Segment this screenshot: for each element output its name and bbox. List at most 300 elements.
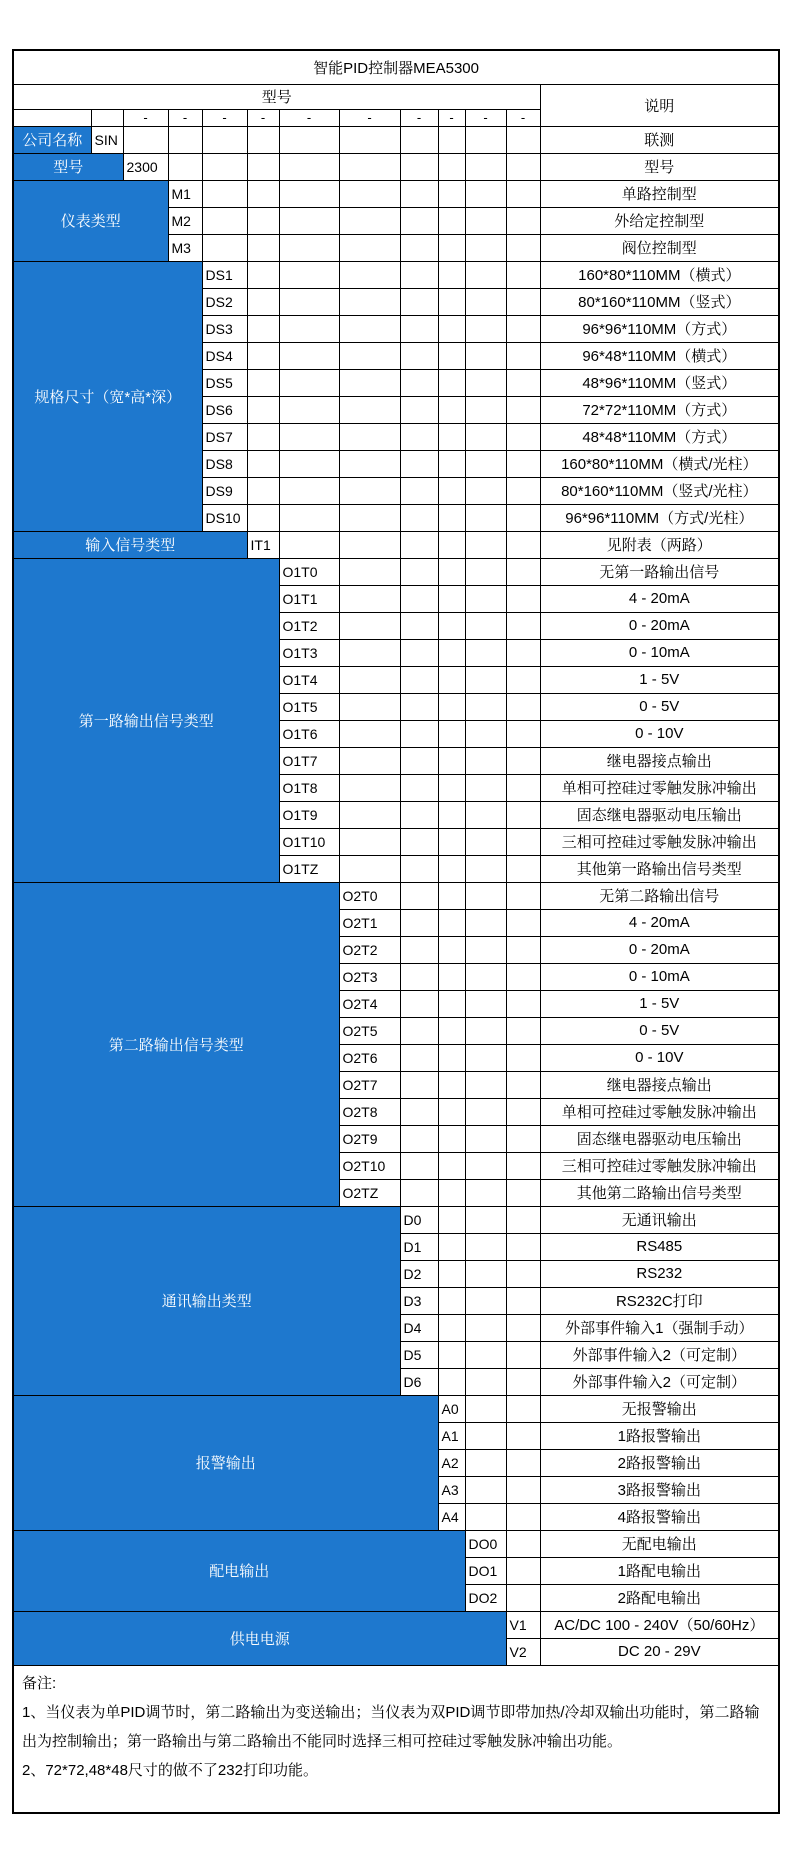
- option-description-cell: 96*96*110MM（方式）: [540, 315, 779, 342]
- empty-grid-cell: [465, 558, 506, 585]
- option-code-cell: O1T4: [279, 666, 339, 693]
- empty-grid-cell: [465, 396, 506, 423]
- notes-cell: [13, 1665, 779, 1813]
- option-code-cell: O2T5: [339, 1017, 400, 1044]
- empty-grid-cell: [202, 234, 247, 261]
- option-code-cell: O1T2: [279, 612, 339, 639]
- option-code-cell: D5: [400, 1341, 438, 1368]
- empty-grid-cell: [438, 936, 465, 963]
- empty-grid-cell: [438, 1206, 465, 1233]
- empty-grid-cell: [339, 207, 400, 234]
- empty-grid-cell: [465, 1233, 506, 1260]
- section-label: 供电电源: [13, 1611, 506, 1665]
- empty-grid-cell: [400, 423, 438, 450]
- empty-grid-cell: [438, 234, 465, 261]
- option-code-cell: DS3: [202, 315, 247, 342]
- option-description-cell: 160*80*110MM（横式/光柱）: [540, 450, 779, 477]
- empty-grid-cell: [506, 1044, 540, 1071]
- option-code-cell: IT1: [247, 531, 279, 558]
- empty-grid-cell: [400, 558, 438, 585]
- dash-cell: -: [438, 109, 465, 126]
- page-title: 智能PID控制器MEA5300: [13, 50, 779, 84]
- empty-grid-cell: [438, 315, 465, 342]
- empty-grid-cell: [465, 1368, 506, 1395]
- empty-grid-cell: [465, 369, 506, 396]
- empty-grid-cell: [247, 180, 279, 207]
- empty-grid-cell: [339, 450, 400, 477]
- option-code-cell: O1T3: [279, 639, 339, 666]
- option-description-cell: 4 - 20mA: [540, 585, 779, 612]
- empty-grid-cell: [465, 747, 506, 774]
- empty-grid-cell: [339, 828, 400, 855]
- dash-cell: -: [465, 109, 506, 126]
- empty-grid-cell: [506, 396, 540, 423]
- option-code-cell: O1TZ: [279, 855, 339, 882]
- empty-grid-cell: [339, 612, 400, 639]
- empty-grid-cell: [506, 1260, 540, 1287]
- option-code-cell: O1T5: [279, 693, 339, 720]
- empty-grid-cell: [339, 369, 400, 396]
- empty-grid-cell: [506, 1287, 540, 1314]
- empty-grid-cell: [438, 1368, 465, 1395]
- empty-grid-cell: [438, 990, 465, 1017]
- option-code-cell: SIN: [91, 126, 123, 153]
- option-description-cell: RS232: [540, 1260, 779, 1287]
- table-row: [13, 1611, 779, 1638]
- empty-grid-cell: [400, 936, 438, 963]
- option-description-cell: 固态继电器驱动电压输出: [540, 801, 779, 828]
- empty-grid-cell: [465, 450, 506, 477]
- empty-grid-cell: [506, 1341, 540, 1368]
- empty-grid-cell: [339, 477, 400, 504]
- empty-grid-cell: [247, 396, 279, 423]
- empty-grid-cell: [506, 180, 540, 207]
- option-code-cell: O1T6: [279, 720, 339, 747]
- empty-grid-cell: [506, 558, 540, 585]
- section-label: 第二路输出信号类型: [13, 882, 339, 1206]
- table-row: [13, 1395, 779, 1422]
- option-code-cell: O2T2: [339, 936, 400, 963]
- empty-grid-cell: [400, 1125, 438, 1152]
- empty-grid-cell: [438, 1044, 465, 1071]
- empty-grid-cell: [339, 747, 400, 774]
- option-code-cell: DS1: [202, 261, 247, 288]
- option-code-cell: DO0: [465, 1530, 506, 1557]
- option-code-cell: D6: [400, 1368, 438, 1395]
- empty-grid-cell: [400, 882, 438, 909]
- option-description-cell: 见附表（两路）: [540, 531, 779, 558]
- empty-grid-cell: [247, 315, 279, 342]
- dash-empty-cell: [91, 109, 123, 126]
- option-code-cell: O2T10: [339, 1152, 400, 1179]
- empty-grid-cell: [400, 450, 438, 477]
- empty-grid-cell: [202, 126, 247, 153]
- empty-grid-cell: [400, 639, 438, 666]
- empty-grid-cell: [279, 261, 339, 288]
- option-code-cell: D1: [400, 1233, 438, 1260]
- empty-grid-cell: [339, 855, 400, 882]
- empty-grid-cell: [279, 450, 339, 477]
- empty-grid-cell: [339, 126, 400, 153]
- option-code-cell: DS6: [202, 396, 247, 423]
- empty-grid-cell: [400, 477, 438, 504]
- empty-grid-cell: [465, 666, 506, 693]
- option-code-cell: O1T10: [279, 828, 339, 855]
- empty-grid-cell: [438, 423, 465, 450]
- option-code-cell: DS4: [202, 342, 247, 369]
- empty-grid-cell: [465, 990, 506, 1017]
- empty-grid-cell: [506, 288, 540, 315]
- table-row: [13, 50, 779, 84]
- empty-grid-cell: [465, 126, 506, 153]
- empty-grid-cell: [438, 1179, 465, 1206]
- empty-grid-cell: [506, 207, 540, 234]
- option-description-cell: 48*96*110MM（竖式）: [540, 369, 779, 396]
- empty-grid-cell: [247, 369, 279, 396]
- empty-grid-cell: [438, 882, 465, 909]
- option-description-cell: 1路配电输出: [540, 1557, 779, 1584]
- option-description-cell: 1 - 5V: [540, 990, 779, 1017]
- empty-grid-cell: [506, 531, 540, 558]
- option-code-cell: O1T1: [279, 585, 339, 612]
- empty-grid-cell: [339, 315, 400, 342]
- empty-grid-cell: [506, 342, 540, 369]
- empty-grid-cell: [438, 585, 465, 612]
- option-code-cell: V1: [506, 1611, 540, 1638]
- empty-grid-cell: [465, 1449, 506, 1476]
- empty-grid-cell: [506, 234, 540, 261]
- empty-grid-cell: [465, 1017, 506, 1044]
- empty-grid-cell: [465, 1125, 506, 1152]
- empty-grid-cell: [465, 1044, 506, 1071]
- empty-grid-cell: [339, 288, 400, 315]
- section-label: 通讯输出类型: [13, 1206, 400, 1395]
- empty-grid-cell: [465, 1314, 506, 1341]
- empty-grid-cell: [465, 909, 506, 936]
- option-description-cell: 继电器接点输出: [540, 747, 779, 774]
- option-description-cell: 0 - 10mA: [540, 639, 779, 666]
- option-code-cell: A3: [438, 1476, 465, 1503]
- empty-grid-cell: [506, 1233, 540, 1260]
- empty-grid-cell: [400, 693, 438, 720]
- empty-grid-cell: [465, 855, 506, 882]
- empty-grid-cell: [400, 1098, 438, 1125]
- empty-grid-cell: [400, 666, 438, 693]
- empty-grid-cell: [465, 585, 506, 612]
- empty-grid-cell: [339, 180, 400, 207]
- empty-grid-cell: [506, 450, 540, 477]
- option-description-cell: 0 - 20mA: [540, 936, 779, 963]
- dash-cell: -: [400, 109, 438, 126]
- option-description-cell: 其他第二路输出信号类型: [540, 1179, 779, 1206]
- empty-grid-cell: [438, 180, 465, 207]
- option-code-cell: O1T7: [279, 747, 339, 774]
- empty-grid-cell: [202, 207, 247, 234]
- empty-grid-cell: [400, 261, 438, 288]
- dash-empty-cell: [13, 109, 91, 126]
- empty-grid-cell: [279, 126, 339, 153]
- empty-grid-cell: [438, 1125, 465, 1152]
- dash-cell: -: [202, 109, 247, 126]
- empty-grid-cell: [168, 153, 202, 180]
- section-label: 仪表类型: [13, 180, 168, 261]
- empty-grid-cell: [465, 963, 506, 990]
- empty-grid-cell: [339, 558, 400, 585]
- empty-grid-cell: [400, 126, 438, 153]
- option-code-cell: A4: [438, 1503, 465, 1530]
- table-row: [13, 1206, 779, 1233]
- option-description-cell: 3路报警输出: [540, 1476, 779, 1503]
- empty-grid-cell: [279, 315, 339, 342]
- section-label: 输入信号类型: [13, 531, 247, 558]
- empty-grid-cell: [279, 342, 339, 369]
- empty-grid-cell: [506, 693, 540, 720]
- empty-grid-cell: [438, 1071, 465, 1098]
- empty-grid-cell: [339, 423, 400, 450]
- empty-grid-cell: [506, 1314, 540, 1341]
- empty-grid-cell: [465, 261, 506, 288]
- empty-grid-cell: [202, 153, 247, 180]
- option-code-cell: O2T6: [339, 1044, 400, 1071]
- table-row: [13, 1530, 779, 1557]
- empty-grid-cell: [339, 585, 400, 612]
- option-code-cell: O2TZ: [339, 1179, 400, 1206]
- option-description-cell: 继电器接点输出: [540, 1071, 779, 1098]
- empty-grid-cell: [279, 369, 339, 396]
- empty-grid-cell: [400, 396, 438, 423]
- empty-grid-cell: [279, 504, 339, 531]
- table-row: [13, 84, 779, 109]
- option-description-cell: 2路配电输出: [540, 1584, 779, 1611]
- empty-grid-cell: [506, 639, 540, 666]
- empty-grid-cell: [465, 612, 506, 639]
- option-description-cell: 其他第一路输出信号类型: [540, 855, 779, 882]
- table-row: [13, 126, 779, 153]
- empty-grid-cell: [465, 1395, 506, 1422]
- section-label: 报警输出: [13, 1395, 438, 1530]
- empty-grid-cell: [506, 909, 540, 936]
- empty-grid-cell: [438, 288, 465, 315]
- empty-grid-cell: [438, 666, 465, 693]
- option-description-cell: 1路报警输出: [540, 1422, 779, 1449]
- table-row: [13, 180, 779, 207]
- empty-grid-cell: [465, 639, 506, 666]
- empty-grid-cell: [339, 504, 400, 531]
- empty-grid-cell: [506, 1017, 540, 1044]
- empty-grid-cell: [506, 666, 540, 693]
- empty-grid-cell: [279, 153, 339, 180]
- empty-grid-cell: [465, 774, 506, 801]
- empty-grid-cell: [506, 963, 540, 990]
- empty-grid-cell: [438, 693, 465, 720]
- empty-grid-cell: [123, 126, 168, 153]
- empty-grid-cell: [339, 531, 400, 558]
- note-line: 2、72*72,48*48尺寸的做不了232打印功能。: [22, 1761, 318, 1779]
- empty-grid-cell: [400, 990, 438, 1017]
- option-description-cell: 外部事件输入2（可定制）: [540, 1341, 779, 1368]
- option-description-cell: 80*160*110MM（竖式）: [540, 288, 779, 315]
- option-description-cell: 固态继电器驱动电压输出: [540, 1125, 779, 1152]
- empty-grid-cell: [465, 1341, 506, 1368]
- empty-grid-cell: [506, 1071, 540, 1098]
- empty-grid-cell: [339, 639, 400, 666]
- empty-grid-cell: [339, 720, 400, 747]
- section-label: 配电输出: [13, 1530, 465, 1611]
- empty-grid-cell: [339, 396, 400, 423]
- empty-grid-cell: [465, 936, 506, 963]
- table-row: [13, 261, 779, 288]
- empty-grid-cell: [438, 747, 465, 774]
- option-code-cell: D3: [400, 1287, 438, 1314]
- option-code-cell: DS2: [202, 288, 247, 315]
- option-description-cell: 外部事件输入1（强制手动）: [540, 1314, 779, 1341]
- empty-grid-cell: [506, 369, 540, 396]
- empty-grid-cell: [279, 531, 339, 558]
- empty-grid-cell: [465, 315, 506, 342]
- empty-grid-cell: [339, 261, 400, 288]
- section-label: 公司名称: [13, 126, 91, 153]
- option-code-cell: DS10: [202, 504, 247, 531]
- empty-grid-cell: [506, 1395, 540, 1422]
- option-code-cell: DS5: [202, 369, 247, 396]
- empty-grid-cell: [400, 774, 438, 801]
- option-code-cell: M3: [168, 234, 202, 261]
- empty-grid-cell: [506, 936, 540, 963]
- option-code-cell: O1T0: [279, 558, 339, 585]
- dash-cell: -: [339, 109, 400, 126]
- empty-grid-cell: [465, 234, 506, 261]
- option-code-cell: A2: [438, 1449, 465, 1476]
- option-description-cell: 无第二路输出信号: [540, 882, 779, 909]
- empty-grid-cell: [506, 261, 540, 288]
- empty-grid-cell: [438, 855, 465, 882]
- option-code-cell: O2T8: [339, 1098, 400, 1125]
- option-description-cell: 无通讯输出: [540, 1206, 779, 1233]
- option-description-cell: 无配电输出: [540, 1530, 779, 1557]
- empty-grid-cell: [438, 963, 465, 990]
- empty-grid-cell: [339, 234, 400, 261]
- option-code-cell: D0: [400, 1206, 438, 1233]
- option-description-cell: 0 - 20mA: [540, 612, 779, 639]
- empty-grid-cell: [438, 153, 465, 180]
- option-description-cell: 型号: [540, 153, 779, 180]
- empty-grid-cell: [247, 126, 279, 153]
- empty-grid-cell: [400, 288, 438, 315]
- model-number-header: 型号: [13, 84, 540, 109]
- empty-grid-cell: [247, 504, 279, 531]
- empty-grid-cell: [438, 1098, 465, 1125]
- empty-grid-cell: [279, 396, 339, 423]
- empty-grid-cell: [506, 882, 540, 909]
- dash-cell: -: [506, 109, 540, 126]
- option-code-cell: O2T9: [339, 1125, 400, 1152]
- empty-grid-cell: [400, 855, 438, 882]
- option-description-cell: 1 - 5V: [540, 666, 779, 693]
- empty-grid-cell: [506, 1098, 540, 1125]
- empty-grid-cell: [506, 855, 540, 882]
- option-code-cell: O1T8: [279, 774, 339, 801]
- option-description-cell: RS485: [540, 1233, 779, 1260]
- empty-grid-cell: [465, 288, 506, 315]
- option-description-cell: 72*72*110MM（方式）: [540, 396, 779, 423]
- option-description-cell: 0 - 10mA: [540, 963, 779, 990]
- empty-grid-cell: [279, 207, 339, 234]
- empty-grid-cell: [465, 477, 506, 504]
- empty-grid-cell: [506, 1125, 540, 1152]
- empty-grid-cell: [400, 909, 438, 936]
- empty-grid-cell: [465, 207, 506, 234]
- empty-grid-cell: [400, 153, 438, 180]
- empty-grid-cell: [438, 342, 465, 369]
- empty-grid-cell: [506, 720, 540, 747]
- model-table-body: [13, 50, 779, 1813]
- option-code-cell: O2T0: [339, 882, 400, 909]
- empty-grid-cell: [279, 423, 339, 450]
- empty-grid-cell: [506, 126, 540, 153]
- empty-grid-cell: [339, 693, 400, 720]
- empty-grid-cell: [279, 234, 339, 261]
- option-description-cell: 160*80*110MM（横式）: [540, 261, 779, 288]
- empty-grid-cell: [465, 1098, 506, 1125]
- empty-grid-cell: [438, 828, 465, 855]
- dash-cell: -: [247, 109, 279, 126]
- empty-grid-cell: [465, 1179, 506, 1206]
- option-description-cell: 0 - 5V: [540, 693, 779, 720]
- empty-grid-cell: [438, 1233, 465, 1260]
- option-code-cell: D4: [400, 1314, 438, 1341]
- empty-grid-cell: [400, 504, 438, 531]
- empty-grid-cell: [438, 612, 465, 639]
- empty-grid-cell: [400, 342, 438, 369]
- option-description-cell: 0 - 10V: [540, 720, 779, 747]
- option-description-cell: 4 - 20mA: [540, 909, 779, 936]
- option-description-cell: 0 - 10V: [540, 1044, 779, 1071]
- empty-grid-cell: [400, 801, 438, 828]
- option-description-cell: 联测: [540, 126, 779, 153]
- option-code-cell: DS7: [202, 423, 247, 450]
- empty-grid-cell: [400, 1017, 438, 1044]
- empty-grid-cell: [465, 1071, 506, 1098]
- empty-grid-cell: [465, 531, 506, 558]
- option-description-cell: 单路控制型: [540, 180, 779, 207]
- empty-grid-cell: [506, 477, 540, 504]
- empty-grid-cell: [339, 342, 400, 369]
- dash-cell: -: [168, 109, 202, 126]
- empty-grid-cell: [465, 504, 506, 531]
- option-code-cell: DO2: [465, 1584, 506, 1611]
- empty-grid-cell: [506, 1476, 540, 1503]
- empty-grid-cell: [506, 1152, 540, 1179]
- option-description-cell: 96*96*110MM（方式/光柱）: [540, 504, 779, 531]
- option-code-cell: A1: [438, 1422, 465, 1449]
- option-description-cell: 无报警输出: [540, 1395, 779, 1422]
- option-description-cell: 80*160*110MM（竖式/光柱）: [540, 477, 779, 504]
- option-code-cell: V2: [506, 1638, 540, 1665]
- empty-grid-cell: [400, 1044, 438, 1071]
- option-description-cell: RS232C打印: [540, 1287, 779, 1314]
- empty-grid-cell: [506, 315, 540, 342]
- option-code-cell: O1T9: [279, 801, 339, 828]
- option-description-cell: AC/DC 100 - 240V（50/60Hz）: [540, 1611, 779, 1638]
- empty-grid-cell: [339, 153, 400, 180]
- empty-grid-cell: [247, 288, 279, 315]
- empty-grid-cell: [247, 342, 279, 369]
- dash-cell: -: [279, 109, 339, 126]
- empty-grid-cell: [506, 423, 540, 450]
- empty-grid-cell: [438, 558, 465, 585]
- empty-grid-cell: [506, 1179, 540, 1206]
- empty-grid-cell: [506, 153, 540, 180]
